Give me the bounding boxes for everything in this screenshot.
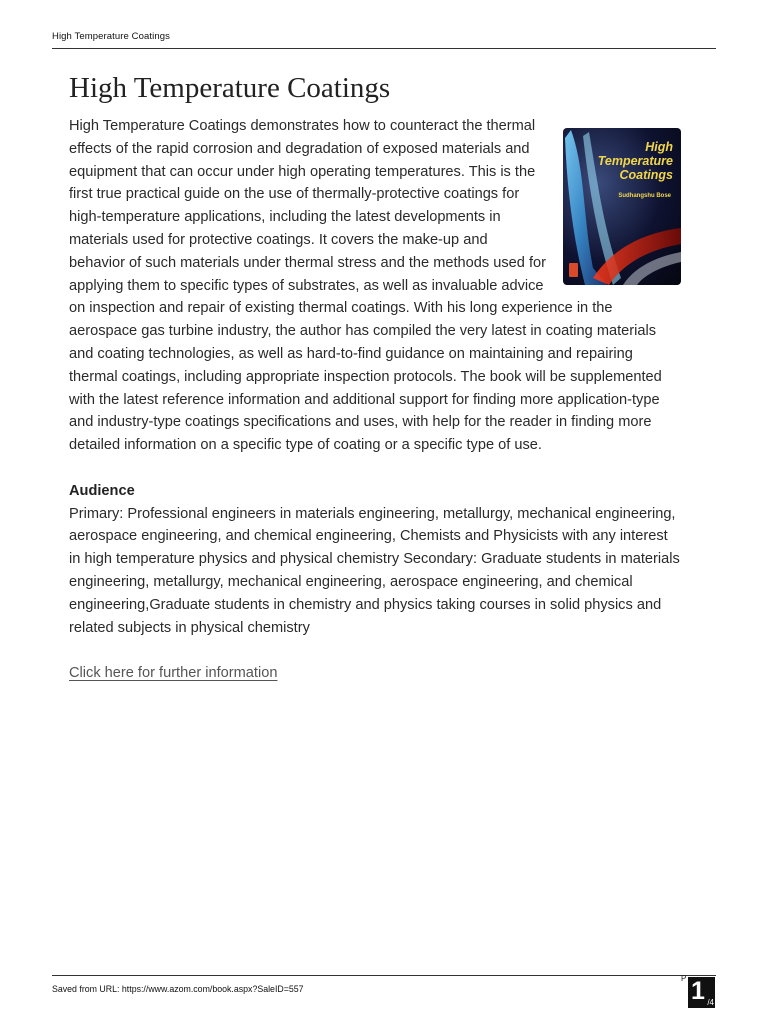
footer-divider <box>52 975 716 976</box>
audience-heading: Audience <box>69 482 135 499</box>
further-information-link[interactable]: Click here for further information <box>69 665 278 682</box>
audience-paragraph: Primary: Professional engineers in materials engineering, metallurgy, mechanical engineering, aerospace engineering, and chemical engineering, Chemists and Physicists with any interest in high temperature physics and physical chemistry Secondary: Graduate students in materials engineering, metallurgy, mechanical engineering, aerospace engineering, and chemical engineering,Graduate students in chemistry and physics taking courses in solid physics and related subjects in physical chemistry <box>69 505 680 636</box>
header-divider <box>52 48 716 49</box>
article-body <box>69 115 681 685</box>
cover-title-line: Temperature <box>597 154 673 168</box>
saved-from-url: Saved from URL: https://www.azom.com/book.aspx?SaleID=557 <box>52 984 304 994</box>
publisher-logo-icon <box>569 263 578 277</box>
page-total: /4 <box>707 998 714 1007</box>
cover-title-line: High <box>645 140 673 154</box>
cover-title <box>598 140 673 182</box>
page-label: P <box>681 974 687 983</box>
page-indicator <box>688 977 715 1008</box>
intro-paragraph: High Temperature Coatings demonstrates how to counteract the thermal effects of the rapid corrosion and degradation of exposed materials and equipment that can occur under high operating temperatures. This is the first true practical guide on the use of thermally-protective coatings for high-temperature applications, including the latest developments in materials used for protective coatings. It covers the make-up and behavior of such materials under thermal stress and the methods used for applying them to specific types of substrates, as well as invaluable advice on inspection and repair of existing thermal coatings. With his long experience in the aerospace gas turbine industry, the author has compiled the very latest in coating materials and coating technologies, as well as hard-to-find guidance on maintaining and repairing thermal coatings, including appropriate inspection protocols. The book will be supplemented with the latest reference information and additional support for finding more application-type and industry-type coatings specifications and uses, with help for the reader in finding more detailed information on a specific type of coating or a specific type of use. <box>69 118 662 454</box>
running-header: High Temperature Coatings <box>52 31 170 42</box>
cover-author: Sudhangshu Bose <box>618 193 671 199</box>
page-number: 1 <box>691 977 705 1005</box>
cover-title-line: Coatings <box>619 168 673 182</box>
page-title: High Temperature Coatings <box>69 72 391 104</box>
book-cover-image <box>563 128 681 285</box>
